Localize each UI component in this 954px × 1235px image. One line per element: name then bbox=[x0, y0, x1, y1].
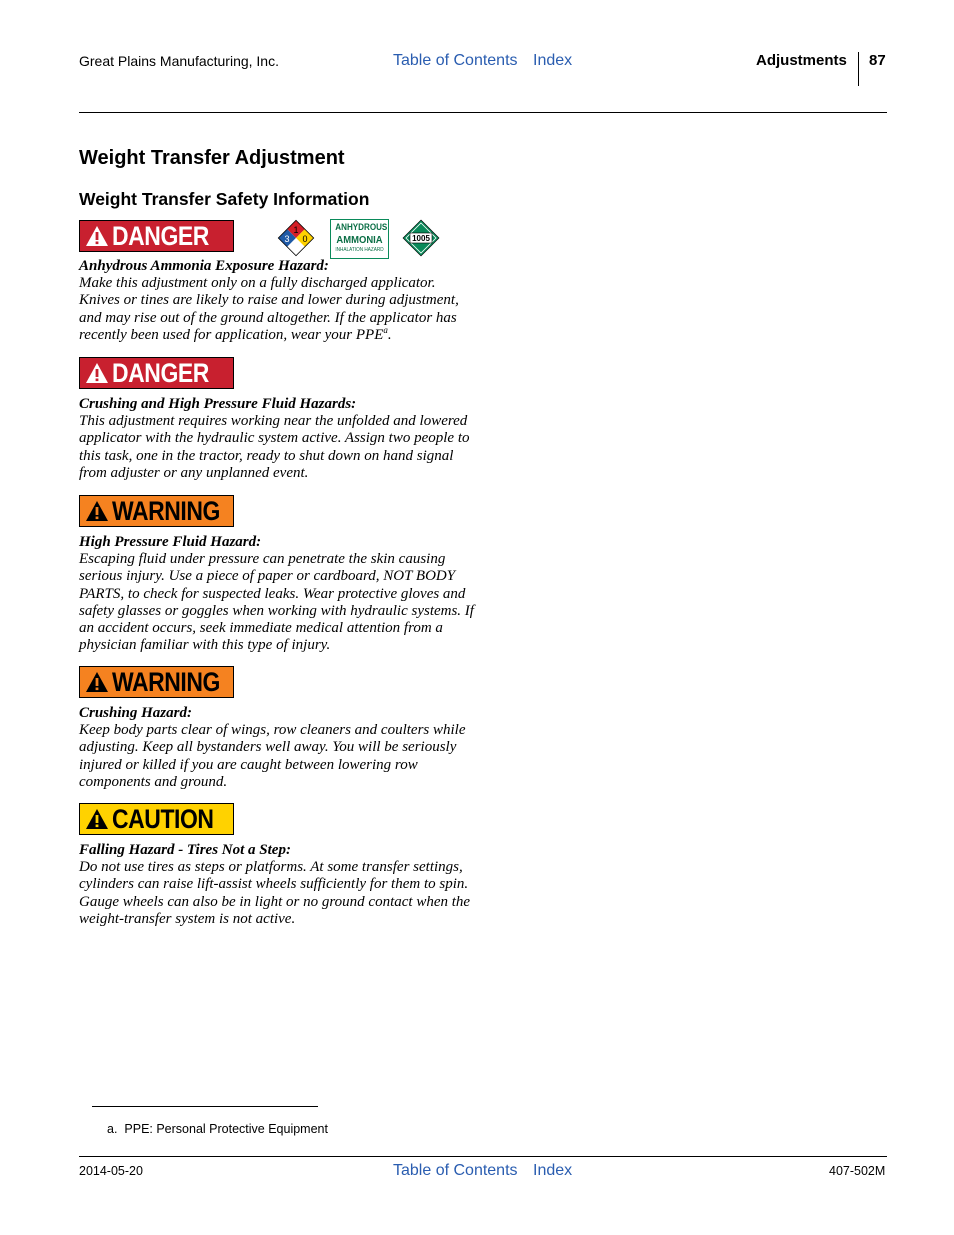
safety-message-1 bbox=[79, 258, 479, 344]
danger-badge bbox=[79, 357, 234, 389]
footer-toc-link[interactable]: Table of Contents bbox=[393, 1162, 518, 1179]
hazard-title: Crushing Hazard: bbox=[79, 705, 192, 721]
header-rule bbox=[79, 112, 887, 113]
hazard-text: Make this adjustment only on a fully discharged applicator. Knives or tines are likely to raise and lower during adjustment, and may rise out of the ground altogether. If the applicator has recently been used for application, wear your PPE bbox=[79, 275, 459, 343]
footnote bbox=[107, 1122, 328, 1136]
hazard-text: Escaping fluid under pressure can penetrate the skin causing serious injury. Use a piece of paper or cardboard, NOT BODY PARTS, to check for suspected leaks. Wear protective gloves and safety glasses or goggles when working with hydraulic systems. If an accident occurs, seek immediate medical attention from a physician familiar with this type of injury. bbox=[79, 551, 474, 654]
footnote-rule bbox=[92, 1106, 318, 1107]
safety-message-4 bbox=[79, 705, 479, 791]
ammonia-label-icon bbox=[330, 219, 389, 259]
footer-rule bbox=[79, 1156, 887, 1157]
safety-message-5 bbox=[79, 842, 479, 928]
hazard-text-end: . bbox=[387, 326, 392, 343]
ammonia-line-2: AMMONIA bbox=[336, 233, 383, 246]
hazard-title: Crushing and High Pressure Fluid Hazards: bbox=[79, 396, 357, 412]
hazard-title: Anhydrous Ammonia Exposure Hazard: bbox=[79, 258, 329, 274]
company-name: Great Plains Manufacturing, Inc. bbox=[79, 53, 279, 69]
section-subtitle: Weight Transfer Safety Information bbox=[79, 189, 370, 209]
hazard-text: This adjustment requires working near the unfolded and lowered applicator with the hydraulic system active. Assign two people to this task, one in the tractor, ready to shut down on hand signal from adjuster or any unplanned event. bbox=[79, 413, 470, 481]
un-number: 1005 bbox=[412, 234, 430, 243]
signal-word: WARNING bbox=[112, 666, 220, 697]
header-index-link[interactable]: Index bbox=[533, 52, 573, 69]
alert-triangle-icon bbox=[85, 362, 109, 384]
footer-date: 2014-05-20 bbox=[79, 1164, 143, 1178]
safety-message-2 bbox=[79, 396, 479, 482]
nfpa-flammability: 1 bbox=[293, 225, 299, 235]
safety-message-3 bbox=[79, 534, 479, 654]
alert-triangle-icon bbox=[85, 671, 109, 693]
nfpa-reactivity: 0 bbox=[302, 234, 308, 244]
alert-triangle-icon bbox=[85, 808, 109, 830]
header-divider bbox=[858, 52, 859, 86]
nfpa-diamond-icon bbox=[277, 219, 315, 257]
danger-badge bbox=[79, 220, 234, 252]
header-toc-link[interactable]: Table of Contents bbox=[393, 52, 518, 69]
signal-word: WARNING bbox=[112, 495, 220, 526]
signal-word: DANGER bbox=[112, 357, 209, 388]
nfpa-health: 3 bbox=[284, 234, 290, 244]
doc-number: 407-502M bbox=[829, 1164, 886, 1178]
signal-word: CAUTION bbox=[112, 803, 214, 834]
page-number: 87 bbox=[869, 52, 886, 69]
caution-badge bbox=[79, 803, 234, 835]
hazard-title: Falling Hazard - Tires Not a Step: bbox=[79, 842, 291, 858]
hazard-text: Keep body parts clear of wings, row cleaners and coulters while adjusting. Keep all bystanders well away. You will be seriously injured or killed if you are caught between lowering row components and ground. bbox=[79, 722, 466, 790]
section-name: Adjustments bbox=[756, 52, 847, 69]
ammonia-line-3: INHALATION HAZARD bbox=[335, 247, 384, 253]
signal-word: DANGER bbox=[112, 220, 209, 251]
alert-triangle-icon bbox=[85, 500, 109, 522]
ammonia-line-1: ANHYDROUS bbox=[335, 222, 388, 233]
footnote-text: PPE: Personal Protective Equipment bbox=[124, 1122, 328, 1136]
page-title: Weight Transfer Adjustment bbox=[79, 147, 345, 169]
un-placard-icon bbox=[402, 219, 440, 257]
footer-index-link[interactable]: Index bbox=[533, 1162, 573, 1179]
hazard-title: High Pressure Fluid Hazard: bbox=[79, 534, 262, 550]
hazard-text: Do not use tires as steps or platforms. At some transfer settings, cylinders can raise lift-assist wheels sufficiently for them to spin. Gauge wheels can also be in light or no ground contact when the weight-transfer system is not active. bbox=[79, 859, 471, 927]
warning-badge bbox=[79, 666, 234, 698]
warning-badge bbox=[79, 495, 234, 527]
footnote-marker: a. bbox=[107, 1122, 118, 1136]
alert-triangle-icon bbox=[85, 225, 109, 247]
footnote-ref[interactable]: a bbox=[383, 324, 388, 335]
